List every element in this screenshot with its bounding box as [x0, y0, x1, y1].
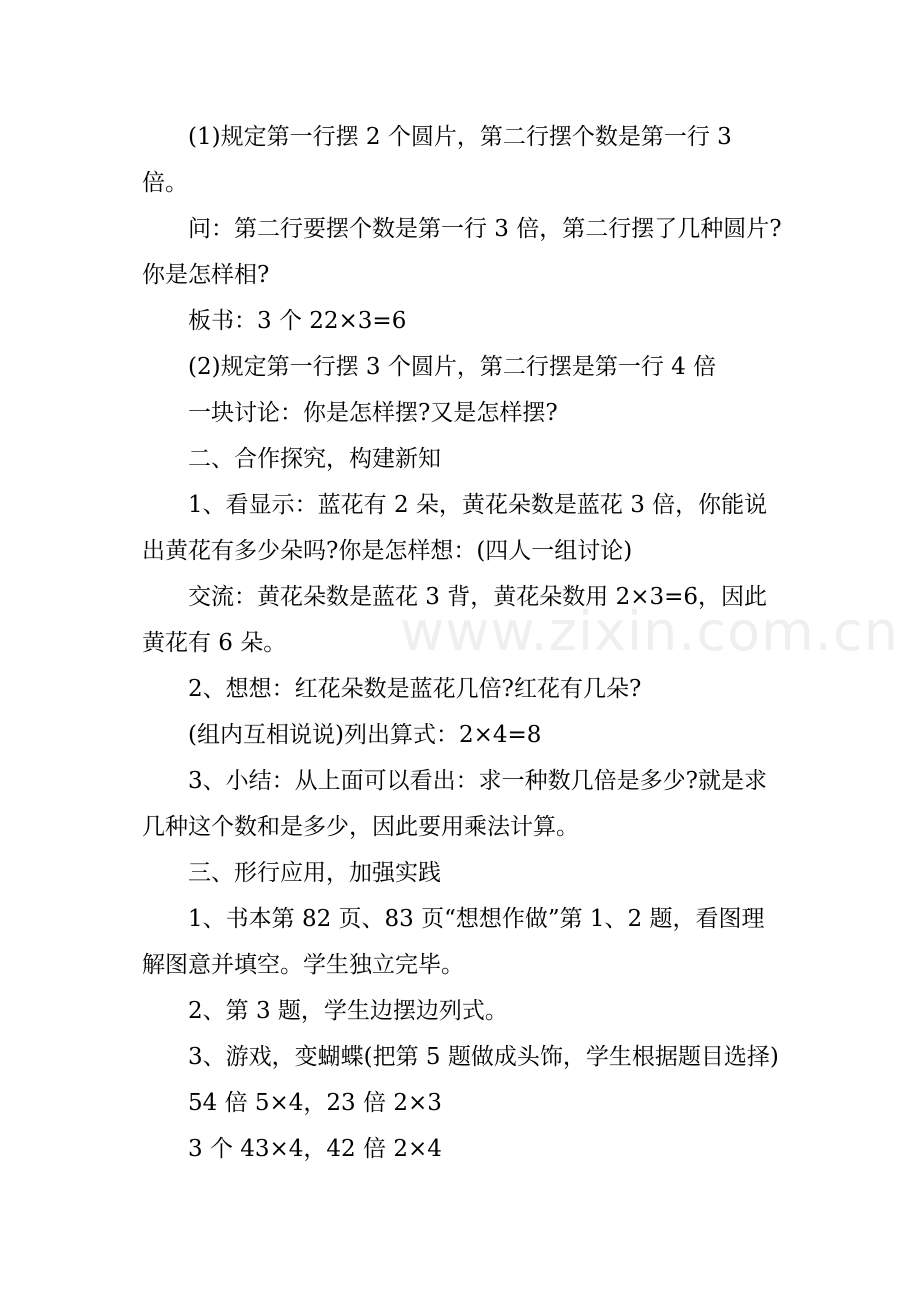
- paragraph-10: (组内互相说说)列出算式：2×4=8: [188, 722, 542, 748]
- paragraph-1: (1)规定第一行摆 2 个圆片，第二行摆个数是第一行 3 倍。: [142, 124, 740, 196]
- paragraph-15: 3、游戏，变蝴蝶(把第 5 题做成头饰，学生根据题目选择): [188, 1044, 779, 1070]
- paragraph-4: (2)规定第一行摆 3 个圆片，第二行摆是第一行 4 倍: [188, 354, 717, 380]
- paragraph-11: 3、小结：从上面可以看出：求一种数几倍是多少?就是求几种这个数和是多少，因此要用乘法计算。: [142, 768, 767, 840]
- section-heading-3: 三、形行应用，加强实践: [188, 860, 441, 886]
- paragraph-14: 2、第 3 题，学生边摆边列式。: [188, 998, 508, 1024]
- paragraph-7: 1、看显示：蓝花有 2 朵，黄花朵数是蓝花 3 倍，你能说出黄花有多少朵吗?你是怎样想：(四人一组讨论): [142, 492, 768, 564]
- paragraph-2: 问：第二行要摆个数是第一行 3 倍，第二行摆了几种圆片?你是怎样相?: [142, 216, 782, 288]
- paragraph-3: 板书：3 个 22×3=6: [188, 308, 407, 334]
- section-heading-2: 二、合作探究，构建新知: [188, 446, 441, 472]
- paragraph-5: 一块讨论：你是怎样摆?又是怎样摆?: [188, 400, 558, 426]
- document-body: [142, 114, 784, 1172]
- paragraph-9: 2、想想：红花朵数是蓝花几倍?红花有几朵?: [188, 676, 642, 702]
- paragraph-8: 交流：黄花朵数是蓝花 3 背，黄花朵数用 2×3=6，因此黄花有 6 朵。: [142, 584, 768, 656]
- paragraph-13: 1、书本第 82 页、83 页“想想作做”第 1、2 题，看图理解图意并填空。学生独立完毕。: [142, 906, 765, 978]
- watermark: www.zixin.com.cn: [400, 600, 899, 663]
- paragraph-17: 3 个 43×4，42 倍 2×4: [188, 1136, 442, 1162]
- paragraph-16: 54 倍 5×4，23 倍 2×3: [188, 1090, 442, 1116]
